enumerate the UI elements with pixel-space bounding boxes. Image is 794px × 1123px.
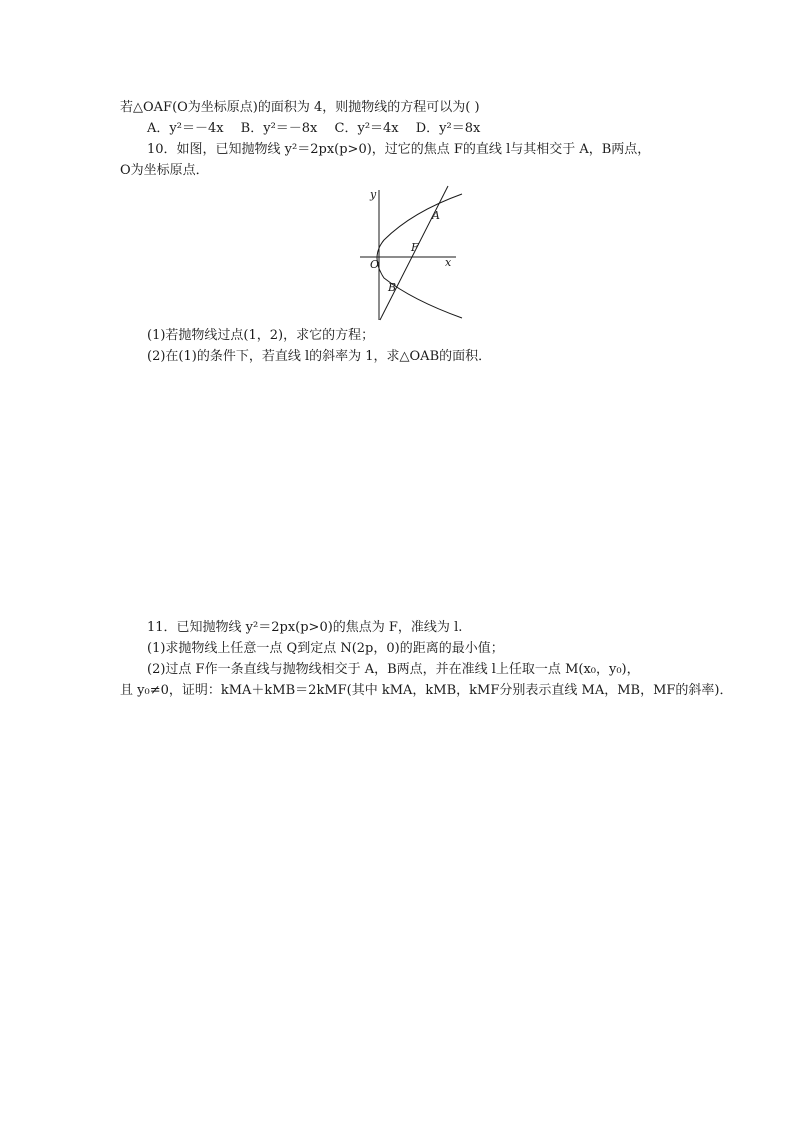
- q11-part1: (1)求抛物线上任意一点 Q到定点 N(2p，0)的距离的最小值；: [147, 641, 504, 656]
- q11-part2: (2)过点 F作一条直线与抛物线相交于 A，B两点，并在准线 l上任取一点 M(x₀，y₀)，: [147, 662, 640, 677]
- q10-part1: (1)若抛物线过点(1，2)，求它的方程；: [147, 328, 375, 343]
- q10-part2: (2)在(1)的条件下，若直线 l的斜率为 1，求△OAB的面积．: [147, 349, 492, 364]
- label-o: O: [370, 258, 380, 271]
- q11-part2-continued: 且 y₀≠0，证明：kMA＋kMB＝2kMF(其中 kMA，kMB，kMF分别表示直线 MA，MB，MF的斜率)．: [120, 683, 733, 698]
- label-x: x: [445, 256, 452, 269]
- q10-stem-continued: O为坐标原点．: [120, 163, 209, 178]
- q9-stem-text: 若△OAF(O为坐标原点)的面积为 4，则抛物线的方程可以为( ): [120, 100, 480, 115]
- label-a: A: [432, 209, 440, 222]
- q10-stem-text: 10．如图，已知抛物线 y²＝2px(p>0)，过它的焦点 F的直线 l与其相交于 A，B两点，: [147, 142, 651, 157]
- parabola-diagram: [352, 182, 470, 322]
- label-f: F: [411, 241, 419, 254]
- q9-options: A．y²＝－4x B．y²＝－8x C．y²＝4x D．y²＝8x: [147, 121, 481, 136]
- parabola-figure: [352, 182, 470, 322]
- label-b: B: [388, 281, 397, 294]
- label-y: y: [370, 188, 377, 201]
- q11-stem-text: 11．已知抛物线 y²＝2px(p>0)的焦点为 F，准线为 l.: [147, 620, 463, 635]
